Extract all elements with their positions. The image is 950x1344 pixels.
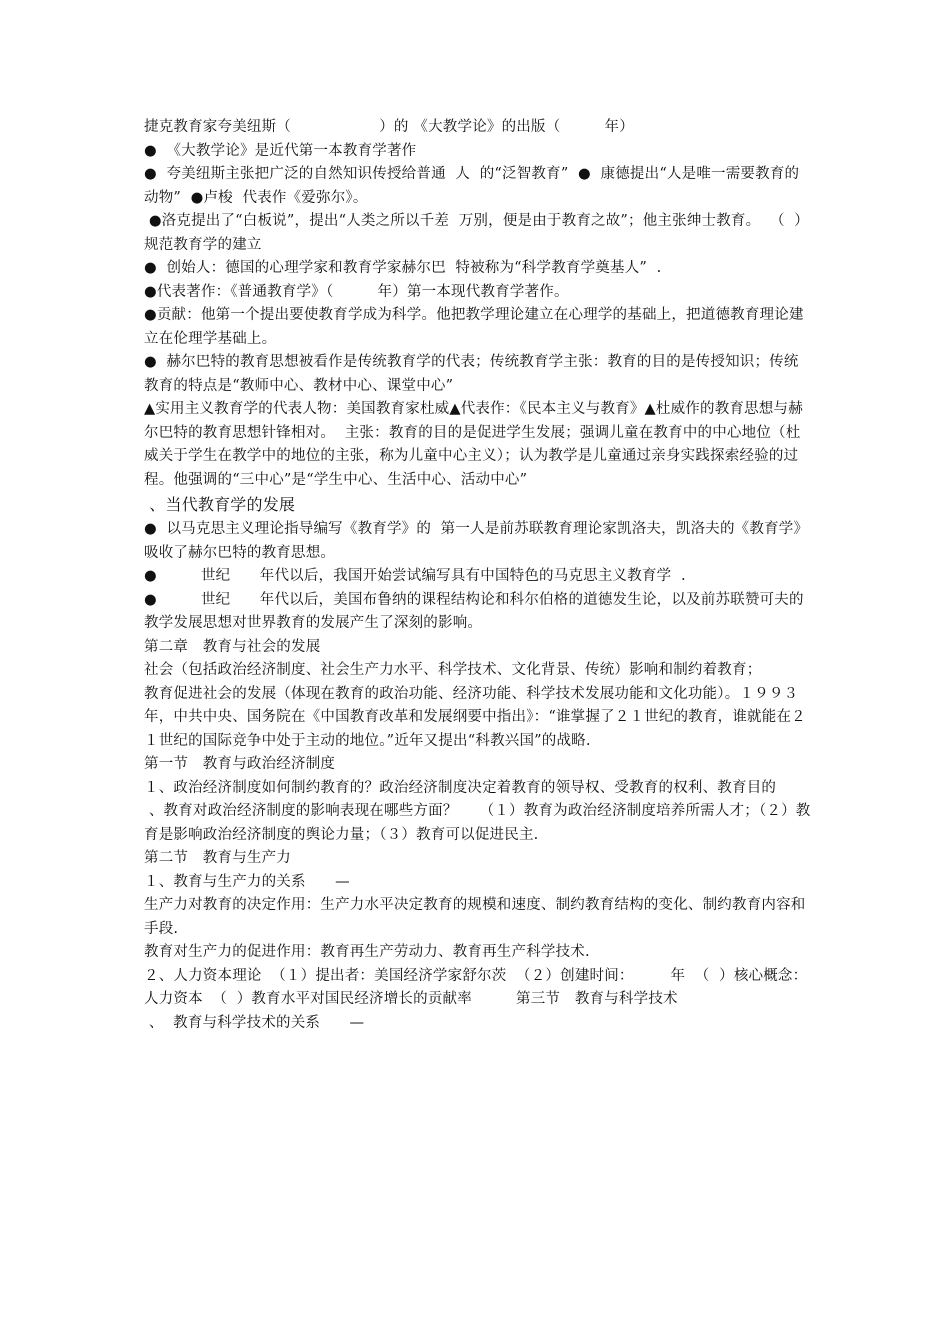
chapter-heading: 第二章 教育与社会的发展 [144,638,321,655]
text-line: ▲实用主义教育学的代表人物：美国教育家杜威▲代表作：《民本主义与教育》▲杜威作的教育思想与赫尔巴特的教育思想针锋相对。 主张：教育的目的是促进学生发展；强调儿童在教育中的中心地位（杜威关于学生在教学中的地位的主张，称为儿童中心主义）；认为教学是儿童通过亲身实践探索经验的过程。他强调的“三中心”是“学生中心、生活中心、活动中心” [144,401,803,488]
text-line: ●贡献：他第一个提出要使教育学成为科学。他把教学理论建立在心理学的基础上，把道德教育理论建立在伦理学基础上。 [144,307,804,347]
text-line: ●代表著作：《普通教育学》（ 年）第一本现代教育学著作。 [144,283,569,300]
text-line: 教育对生产力的促进作用：教育再生产劳动力、教育再生产科学技术. [144,944,590,960]
text-line: ●洛克提出了“白板说”，提出“人类之所以千差 万别，便是由于教育之故”；他主张绅士教育。 （ ）规范教育学的建立 [144,213,809,253]
text-line: ● 《大教学论》是近代第一本教育学著作 [144,142,417,159]
text-line: ● 夸美纽斯主张把广泛的自然知识传授给普通 人 的“泛智教育” ● 康德提出“人是唯一需要教育的动物” ●卢梭 代表作《爱弥尔》。 [144,166,800,206]
text-line: ● 创始人：德国的心理学家和教育学家赫尔巴 特被称为“科学教育学奠基人” . [144,260,662,276]
text-line: １、教育与生产力的关系 — [144,873,350,890]
text-line: 、教育对政治经济制度的影响表现在哪些方面？ （１）教育为政治经济制度培养所需人才；（２）教育是影响政治经济制度的舆论力量；（３）教育可以促进民主. [144,803,811,843]
text-line: 捷克教育家夸美纽斯（ ）的 《大教学论》的出版（ 年） [144,119,634,135]
section-heading: 、当代教育学的发展 [144,495,296,514]
text-line: ● 赫尔巴特的教育思想被看作是传统教育学的代表；传统教育学主张：教育的目的是传授知识；传统教育的特点是“教师中心、教材中心、课堂中心” [144,354,799,394]
text-line: 、 教育与科学技术的关系 — [144,1014,365,1031]
text-line: ● 世纪 年代以后，美国布鲁纳的课程结构论和科尔伯格的道德发生论，以及前苏联赞可夫的教学发展思想对世界教育的发展产生了深刻的影响。 [144,591,804,631]
section-heading: 第一节 教育与政治经济制度 [144,756,336,772]
text-line: ● 世纪 年代以后，我国开始尝试编写具有中国特色的马克思主义教育学 . [144,568,686,584]
text-line: １、政治经济制度如何制约教育的？政治经济制度决定着教育的领导权、受教育的权利、教育目的 [144,779,777,796]
text-line: 社会（包括政治经济制度、社会生产力水平、科学技术、文化背景、传统）影响和制约着教育； [144,662,762,678]
text-line: 教育促进社会的发展（体现在教育的政治功能、经济功能、科学技术发展功能和文化功能）。１９９３年，中共中央、国务院在《中国教育改革和发展纲要中指出》：“谁掌握了２１世纪的教育，谁就能在２１世纪的国际竞争中处于主动的地位。”近年又提出“科教兴国”的战略. [144,685,806,749]
text-line: ２、人力资本理论 （１）提出者：美国经济学家舒尔茨 （２）创建时间： 年 （ ）核心概念：人力资本 （ ）教育水平对国民经济增长的贡献率 第三节 教育与科学技术 [144,967,808,1007]
document-body [144,116,812,1035]
section-heading: 第二节 教育与生产力 [144,850,291,866]
text-line: 生产力对教育的决定作用：生产力水平决定教育的规模和速度、制约教育结构的变化、制约教育内容和手段. [144,897,806,937]
text-line: ● 以马克思主义理论指导编写《教育学》的 第一人是前苏联教育理论家凯洛夫，凯洛夫的《教育学》吸收了赫尔巴特的教育思想。 [144,521,809,561]
